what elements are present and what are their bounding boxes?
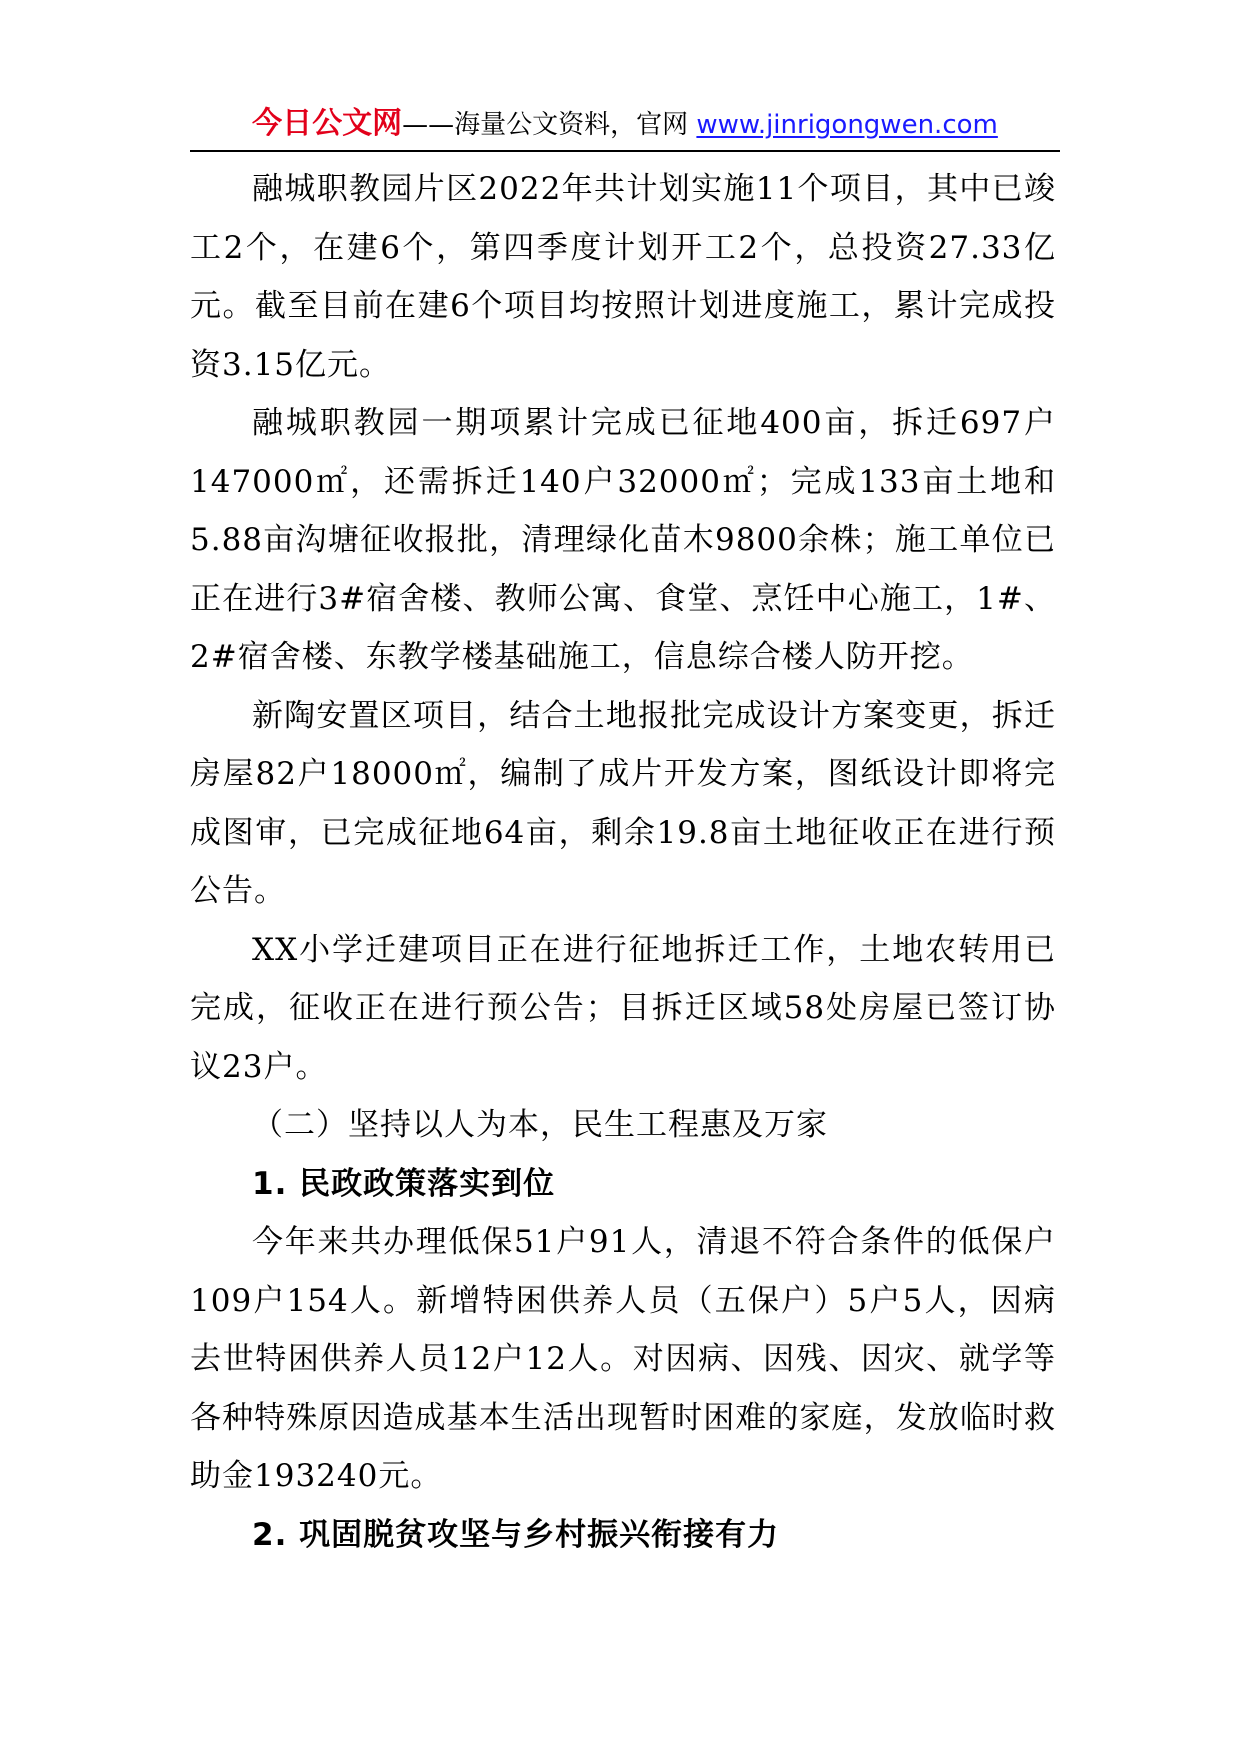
paragraph-phase-one: 融城职教园一期项累计完成已征地400亩，拆迁697户147000㎡，还需拆迁140户32000㎡；完成133亩土地和5.88亩沟塘征收报批，清理绿化苗木9800余株；施工单位已正在进行3#宿舍楼、教师公寓、食堂、烹饪中心施工，1#、2#宿舍楼、东教学楼基础施工，信息综合楼人防开挖。 — [190, 405, 1056, 675]
paragraph-resettlement: 新陶安置区项目，结合土地报批完成设计方案变更，拆迁房屋82户18000㎡，编制了成片开发方案，图纸设计即将完成图审，已完成征地64亩，剩余19.8亩土地征收正在进行预公告。 — [190, 697, 1056, 909]
subheading-civil-affairs: 1. 民政政策落实到位 — [252, 1165, 556, 1202]
document-body — [190, 160, 1056, 1564]
header-tagline: ——海量公文资料，官网 — [402, 110, 697, 140]
website-link[interactable]: www.jinrigongwen.com — [696, 110, 998, 140]
page-header — [190, 104, 1060, 152]
paragraph-school-relocation: XX小学迁建项目正在进行征地拆迁工作，土地农转用已完成，征收正在进行预公告；目拆迁区域58处房屋已签订协议23户。 — [190, 931, 1056, 1085]
paragraph-projects-overview: 融城职教园片区2022年共计划实施11个项目，其中已竣工2个，在建6个，第四季度计划开工2个，总投资27.33亿元。截至目前在建6个项目均按照计划进度施工，累计完成投资3.15亿元。 — [190, 171, 1056, 383]
section-heading: （二）坚持以人为本，民生工程惠及万家 — [252, 1107, 828, 1143]
subheading-rural-revitalization: 2. 巩固脱贫攻坚与乡村振兴衔接有力 — [252, 1516, 780, 1553]
paragraph-civil-affairs: 今年来共办理低保51户91人，清退不符合条件的低保户109户154人。新增特困供养人员（五保户）5户5人，因病去世特困供养人员12户12人。对因病、因残、因灾、就学等各种特殊原因造成基本生活出现暂时困难的家庭，发放临时救助金193240元。 — [190, 1224, 1056, 1494]
brand-name: 今日公文网 — [252, 106, 403, 141]
